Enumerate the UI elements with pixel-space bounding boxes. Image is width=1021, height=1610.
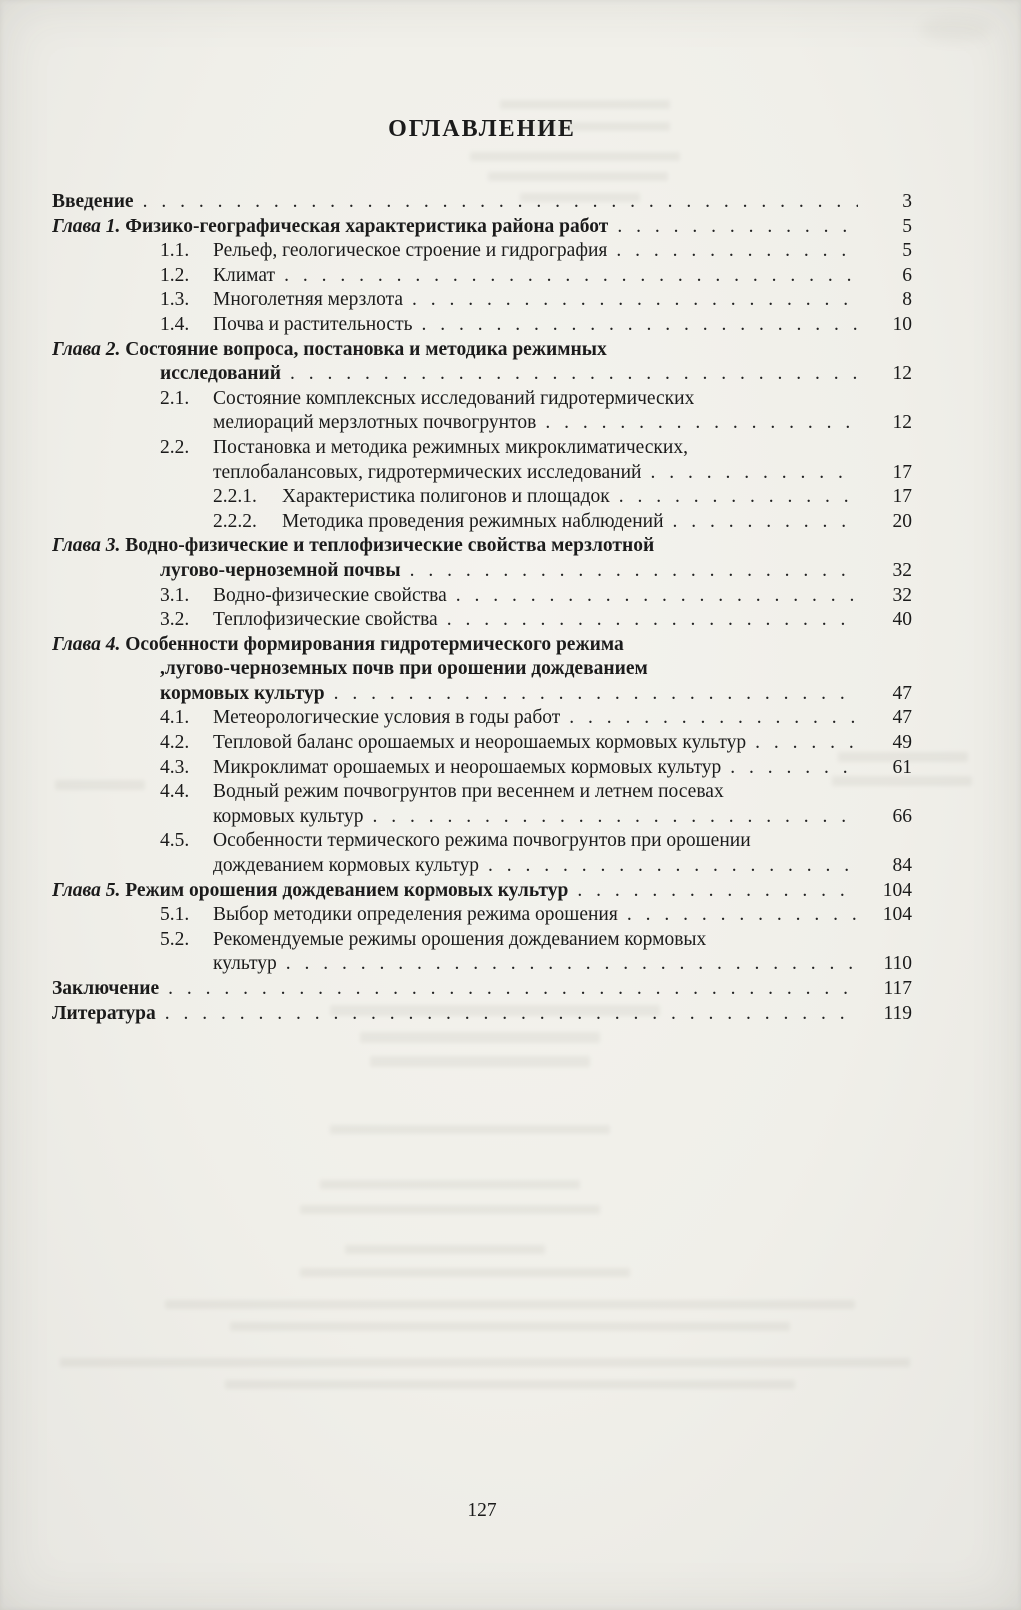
toc-page-ref: 104 <box>882 904 912 926</box>
dot-leader <box>673 510 858 535</box>
dot-leader <box>447 608 858 633</box>
toc-page-ref: 119 <box>883 1002 912 1024</box>
toc-row <box>52 756 912 781</box>
show-through-mark <box>360 1032 600 1043</box>
toc-page-ref: 20 <box>892 510 912 532</box>
toc-row <box>52 215 912 240</box>
toc-page-ref: 5 <box>902 240 912 262</box>
table-of-contents <box>52 190 912 1026</box>
dot-leader <box>569 706 858 731</box>
show-through-mark <box>370 1056 590 1067</box>
toc-entry-text: 1.4. Почва и растительность <box>160 313 413 338</box>
chapter-label: Глава 3. <box>52 535 126 557</box>
toc-entry-text: Глава 1. Физико-географическая характеристика района работ <box>52 215 609 237</box>
toc-row <box>52 633 912 658</box>
toc-row <box>52 780 912 805</box>
toc-row <box>52 190 912 215</box>
toc-entry-text: 3.1. Водно-физические свойства <box>160 584 447 609</box>
toc-row <box>52 436 912 461</box>
dot-leader <box>286 952 858 977</box>
dot-leader <box>616 239 858 264</box>
toc-row <box>52 387 912 412</box>
toc-row <box>52 903 912 928</box>
toc-entry-text: лугово-черноземной почвы <box>160 559 401 581</box>
toc-entry-text: 3.2. Теплофизические свойства <box>160 608 438 633</box>
toc-row <box>52 485 912 510</box>
toc-entry-text: Глава 5. Режим орошения дождеванием кормовых культур <box>52 879 569 901</box>
toc-row <box>52 1002 912 1027</box>
toc-entry-text: 2.1. Состояние комплексных исследований гидротермических <box>160 387 694 412</box>
dot-leader <box>422 313 859 338</box>
toc-entry-number: 2.2.1. <box>213 486 257 508</box>
toc-entry-number: 4.3. <box>160 756 190 778</box>
toc-page-ref: 32 <box>892 584 912 606</box>
toc-entry-number: 1.4. <box>160 313 190 335</box>
toc-row <box>52 977 912 1002</box>
show-through-mark <box>230 1322 790 1331</box>
toc-entry-number: 1.2. <box>160 264 190 286</box>
toc-entry-number: 1.3. <box>160 289 190 311</box>
toc-entry-text: 4.1. Метеорологические условия в годы работ <box>160 706 560 731</box>
show-through-mark <box>60 1358 910 1367</box>
toc-row <box>52 411 912 436</box>
toc-entry-text: 5.1. Выбор методики определения режима орошения <box>160 903 618 928</box>
toc-row <box>52 313 912 338</box>
toc-row <box>52 657 912 682</box>
dot-leader <box>334 682 858 707</box>
toc-page-ref: 66 <box>892 805 912 827</box>
toc-entry-text: кормовых культур <box>213 805 364 827</box>
toc-row <box>52 584 912 609</box>
show-through-mark <box>330 1125 610 1134</box>
toc-entry-number: 3.1. <box>160 584 190 606</box>
toc-entry-text: 1.2. Климат <box>160 264 275 289</box>
toc-page-ref: 47 <box>892 682 912 704</box>
dot-leader <box>650 461 858 486</box>
toc-page-ref: 12 <box>892 412 912 434</box>
toc-entry-text: Литература <box>52 1002 156 1024</box>
toc-entry-text: 2.2.2. Методика проведения режимных наблюдений <box>213 510 664 535</box>
toc-row <box>52 829 912 854</box>
show-through-mark <box>345 1245 545 1254</box>
dot-leader <box>617 215 858 240</box>
dot-leader <box>412 288 858 313</box>
dot-leader <box>290 362 858 387</box>
toc-row <box>52 879 912 904</box>
toc-entry-text: кормовых культур <box>160 682 325 704</box>
toc-row <box>52 362 912 387</box>
toc-page-ref: 117 <box>883 978 912 999</box>
toc-entry-text: исследований <box>160 363 281 385</box>
show-through-mark <box>300 1268 630 1277</box>
toc-page-ref: 61 <box>892 756 912 778</box>
toc-entry-number: 2.2. <box>160 436 190 458</box>
toc-page-ref: 17 <box>892 486 912 508</box>
toc-entry-number: 2.1. <box>160 387 190 409</box>
toc-entry-text: 4.4. Водный режим почвогрунтов при весеннем и летнем посевах <box>160 780 724 805</box>
toc-entry-number: 3.2. <box>160 609 190 631</box>
toc-row <box>52 608 912 633</box>
toc-page-ref: 12 <box>892 363 912 385</box>
dot-leader <box>456 584 858 609</box>
toc-entry-text: Глава 2. Состояние вопроса, постановка и методика режимных <box>52 338 607 360</box>
toc-entry-number: 5.1. <box>160 904 190 926</box>
dot-leader <box>410 559 858 584</box>
toc-entry-text: ,лугово-черноземных почв при орошении дождеванием <box>160 658 648 680</box>
dot-leader <box>577 879 858 904</box>
toc-row <box>52 534 912 559</box>
toc-entry-text: мелиораций мерзлотных почвогрунтов <box>213 412 537 434</box>
toc-entry-text: Глава 4. Особенности формирования гидротермического режима <box>52 633 624 655</box>
toc-entry-text: 4.2. Тепловой баланс орошаемых и неорошаемых кормовых культур <box>160 731 746 756</box>
toc-entry-text: Заключение <box>52 978 160 999</box>
toc-entry-text: Введение <box>52 191 134 212</box>
show-through-mark <box>225 1380 795 1389</box>
toc-page-ref: 32 <box>892 559 912 581</box>
toc-page-ref: 84 <box>892 855 912 877</box>
dot-leader <box>755 731 858 756</box>
toc-row <box>52 510 912 535</box>
dot-leader <box>143 190 858 215</box>
toc-page-ref: 10 <box>892 313 912 335</box>
toc-page-ref: 6 <box>902 264 912 286</box>
toc-page-ref: 3 <box>902 191 912 212</box>
toc-page-ref: 17 <box>892 461 912 483</box>
toc-row <box>52 239 912 264</box>
toc-entry-text: 2.2.1. Характеристика полигонов и площадок <box>213 485 610 510</box>
toc-entry-number: 4.1. <box>160 707 190 729</box>
toc-entry-text: 5.2. Рекомендуемые режимы орошения дождеванием кормовых <box>160 928 706 953</box>
dot-leader <box>488 854 858 879</box>
toc-page-ref: 47 <box>892 707 912 729</box>
toc-entry-text: 4.3. Микроклимат орошаемых и неорошаемых кормовых культур <box>160 756 721 781</box>
toc-row <box>52 928 912 953</box>
dot-leader <box>730 756 858 781</box>
toc-row <box>52 461 912 486</box>
show-through-mark <box>300 1205 600 1214</box>
dot-leader <box>619 485 858 510</box>
dot-leader <box>627 903 858 928</box>
toc-entry-number: 4.4. <box>160 781 190 803</box>
toc-page-ref: 49 <box>892 732 912 754</box>
chapter-label: Глава 4. <box>52 633 126 655</box>
toc-entry-text: теплобалансовых, гидротермических исследований <box>213 461 642 483</box>
toc-row <box>52 706 912 731</box>
toc-page-ref: 110 <box>883 953 912 975</box>
chapter-label: Глава 5. <box>52 879 126 901</box>
toc-page-ref: 104 <box>882 879 912 901</box>
toc-entry-text: 2.2. Постановка и методика режимных микроклиматических, <box>160 436 688 461</box>
chapter-label: Глава 1. <box>52 215 126 237</box>
toc-entry-number: 2.2.2. <box>213 510 257 532</box>
toc-entry-number: 5.2. <box>160 928 190 950</box>
page-number: 127 <box>467 1500 497 1521</box>
toc-row <box>52 805 912 830</box>
toc-row <box>52 559 912 584</box>
page-title: ОГЛАВЛЕНИЕ <box>388 116 576 142</box>
toc-row <box>52 731 912 756</box>
show-through-mark <box>165 1300 855 1309</box>
toc-entry-number: 4.5. <box>160 830 190 852</box>
toc-entry-number: 4.2. <box>160 732 190 754</box>
toc-page-ref: 40 <box>892 609 912 631</box>
dot-leader <box>168 977 858 1002</box>
chapter-label: Глава 2. <box>52 338 126 360</box>
dot-leader <box>545 411 858 436</box>
dot-leader <box>165 1002 858 1027</box>
toc-entry-text: 1.3. Многолетняя мерзлота <box>160 288 403 313</box>
dot-leader <box>372 805 858 830</box>
toc-row <box>52 338 912 363</box>
toc-page-ref: 8 <box>902 289 912 311</box>
toc-row <box>52 854 912 879</box>
toc-entry-text: культур <box>213 953 277 975</box>
toc-entry-text: Глава 3. Водно-физические и теплофизические свойства мерзлотной <box>52 535 655 557</box>
dot-leader <box>284 264 858 289</box>
toc-page-ref: 5 <box>902 215 912 237</box>
toc-entry-number: 1.1. <box>160 240 190 262</box>
toc-entry-text: 4.5. Особенности термического режима почвогрунтов при орошении <box>160 829 751 854</box>
toc-row <box>52 952 912 977</box>
show-through-mark <box>320 1180 580 1189</box>
toc-entry-text: дождеванием кормовых культур <box>213 855 480 877</box>
toc-row <box>52 288 912 313</box>
toc-entry-text: 1.1. Рельеф, геологическое строение и гидрография <box>160 239 607 264</box>
toc-row <box>52 682 912 707</box>
toc-row <box>52 264 912 289</box>
